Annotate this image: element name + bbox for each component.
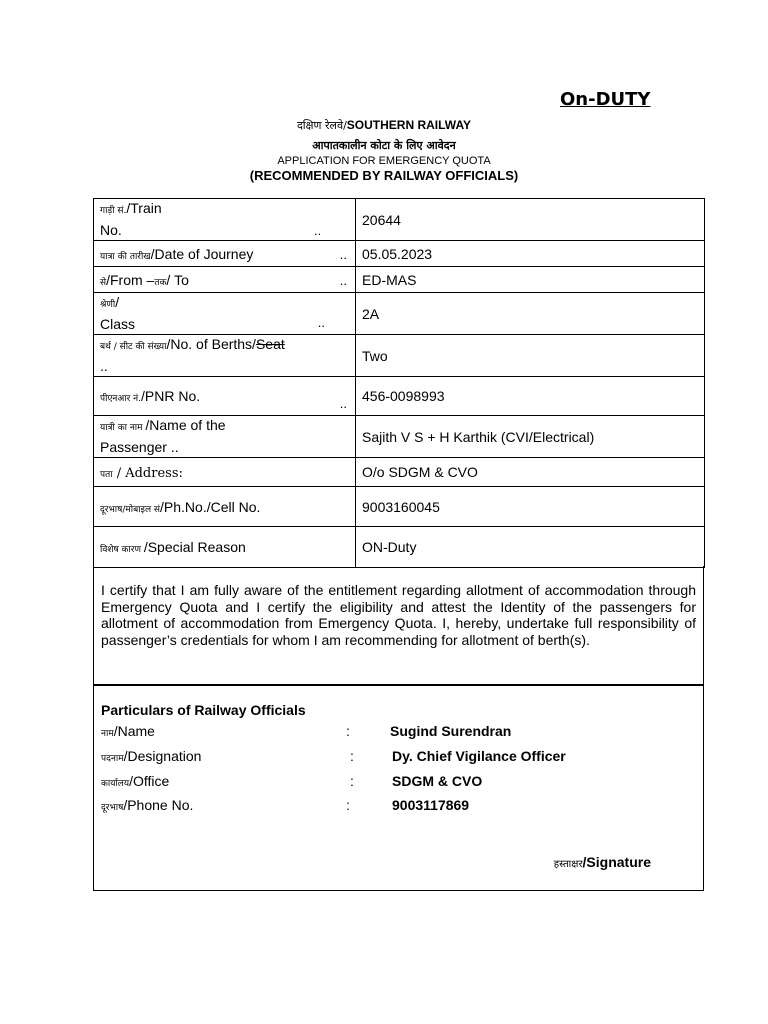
signature-label-english: /Signature <box>582 854 651 870</box>
table-row-phone <box>94 487 705 527</box>
address-value: O/o SDGM & CVO <box>356 458 705 487</box>
official-phone-label: /Phone No. <box>123 797 194 813</box>
date-value: 05.05.2023 <box>356 241 705 267</box>
pnr-value: 456-0098993 <box>356 377 705 416</box>
reason-label <box>94 527 356 568</box>
official-name-value: Sugind Surendran <box>390 723 512 739</box>
passenger-label-passenger: Passenger .. <box>100 439 179 455</box>
official-office-label-hindi: कार्यालय <box>101 779 130 789</box>
official-phone-label-hindi: दूरभाष <box>101 803 124 813</box>
officials-title: Particulars of Railway Officials <box>101 702 306 718</box>
table-row-reason <box>94 527 705 568</box>
address-label-hindi: पता <box>100 469 113 480</box>
journey-details-table <box>93 198 705 568</box>
official-name-label-hindi: नाम <box>101 729 114 739</box>
pnr-label <box>94 377 356 416</box>
table-row-berths <box>94 335 705 377</box>
train-dots: .. <box>314 223 322 238</box>
table-row-address <box>94 458 705 487</box>
table-row-train <box>94 199 705 241</box>
phone-label-english: /Ph.No./Cell No. <box>160 498 261 515</box>
phone-label-hindi: दूरभाष/मोबाइल सं <box>100 504 161 515</box>
railway-officials-box <box>93 685 704 891</box>
to-label-hindi: तक <box>154 277 167 288</box>
to-label-english: / To <box>166 271 189 288</box>
signature-label <box>554 854 651 870</box>
berths-label-english: /No. of Berths/ <box>166 336 256 352</box>
table-row-from-to <box>94 267 705 293</box>
from-label-hindi: से <box>100 277 107 288</box>
reason-label-hindi: विशेष कारण <box>100 545 144 555</box>
official-office-value: SDGM & CVO <box>392 773 483 789</box>
railway-name <box>0 118 768 133</box>
table-row-passenger <box>94 416 705 458</box>
class-value: 2A <box>356 293 705 335</box>
certification-box <box>93 566 704 685</box>
certification-text: I certify that I am fully aware of the entitlement regarding allotment of accommodation through Emergency Quota and I certify the eligibility and attest the Identity of the passengers for allotment of accommodation from Emergency Quota. I, hereby, undertake full responsibility of passenger’s credentials for whom I am recommending for allotment of berth(s). <box>101 582 696 648</box>
class-dots: .. <box>317 315 325 330</box>
class-label-english: Class <box>100 316 136 332</box>
passenger-value: Sajith V S + H Karthik (CVI/Electrical) <box>356 416 705 458</box>
train-label-english: /Train <box>126 200 162 216</box>
passenger-label <box>94 416 356 458</box>
pnr-dots: .. <box>339 396 347 411</box>
passenger-label-hindi: यात्री का नाम <box>100 423 146 433</box>
berths-label-seat-struck: Seat <box>255 336 285 352</box>
reason-label-english: /Special Reason <box>143 539 246 555</box>
train-label-hindi: गाड़ी सं. <box>100 206 127 216</box>
address-label <box>94 458 356 487</box>
date-label-hindi: यात्रा की तारीख <box>100 251 151 262</box>
from-to-value: ED-MAS <box>356 267 705 293</box>
train-label <box>94 199 356 241</box>
railway-name-hindi: दक्षिण रेलवे/ <box>296 119 347 132</box>
application-title: APPLICATION FOR EMERGENCY QUOTA <box>277 155 491 167</box>
official-name-label: /Name <box>113 723 155 739</box>
official-designation-colon: : <box>350 748 354 764</box>
official-designation-row <box>94 748 703 768</box>
table-row-class <box>94 293 705 335</box>
application-title-hindi: आपातकालीन कोटा के लिए आवेदन <box>312 139 456 152</box>
reason-value: ON-Duty <box>356 527 705 568</box>
class-label-hindi: श्रेणी <box>100 300 116 310</box>
berths-value: Two <box>356 335 705 377</box>
railway-name-english: SOUTHERN RAILWAY <box>346 118 472 132</box>
address-label-english: / Address: <box>112 465 183 481</box>
official-designation-label: /Designation <box>123 748 202 764</box>
official-phone-row <box>94 797 703 817</box>
pnr-label-english: /PNR No. <box>141 388 201 404</box>
recommended-subtitle: (RECOMMENDED BY RAILWAY OFFICIALS) <box>249 168 519 183</box>
on-duty-title: On-DUTY <box>560 89 651 110</box>
date-label <box>94 241 356 267</box>
phone-value: 9003160045 <box>356 487 705 527</box>
table-row-pnr <box>94 377 705 416</box>
berths-label <box>94 335 356 377</box>
berths-label-hindi: बर्थ / सीट की संख्या <box>100 342 167 352</box>
pnr-label-hindi: पीएनआर नं. <box>100 394 142 404</box>
passenger-label-english: /Name of the <box>145 417 226 433</box>
official-office-label: /Office <box>129 773 170 789</box>
from-to-dots: .. <box>339 273 347 288</box>
class-label-slash: / <box>115 294 120 310</box>
from-label-english: /From – <box>106 271 155 288</box>
date-dots: .. <box>339 247 347 262</box>
official-phone-colon: : <box>346 797 350 813</box>
official-phone-value: 9003117869 <box>392 797 470 813</box>
berths-dots: .. <box>100 358 108 374</box>
official-name-colon: : <box>346 723 350 739</box>
phone-label <box>94 487 356 527</box>
from-to-label <box>94 267 356 293</box>
date-label-english: /Date of Journey <box>150 245 254 262</box>
official-designation-value: Dy. Chief Vigilance Officer <box>392 748 566 764</box>
table-row-date <box>94 241 705 267</box>
train-label-no: No. <box>100 222 122 238</box>
official-office-colon: : <box>350 773 354 789</box>
train-value: 20644 <box>356 199 705 241</box>
official-office-row <box>94 773 703 793</box>
official-name-row <box>94 723 703 743</box>
signature-label-hindi: हस्ताक्षर <box>553 859 583 870</box>
official-designation-label-hindi: पदनाम <box>101 754 124 764</box>
class-label <box>94 293 356 335</box>
